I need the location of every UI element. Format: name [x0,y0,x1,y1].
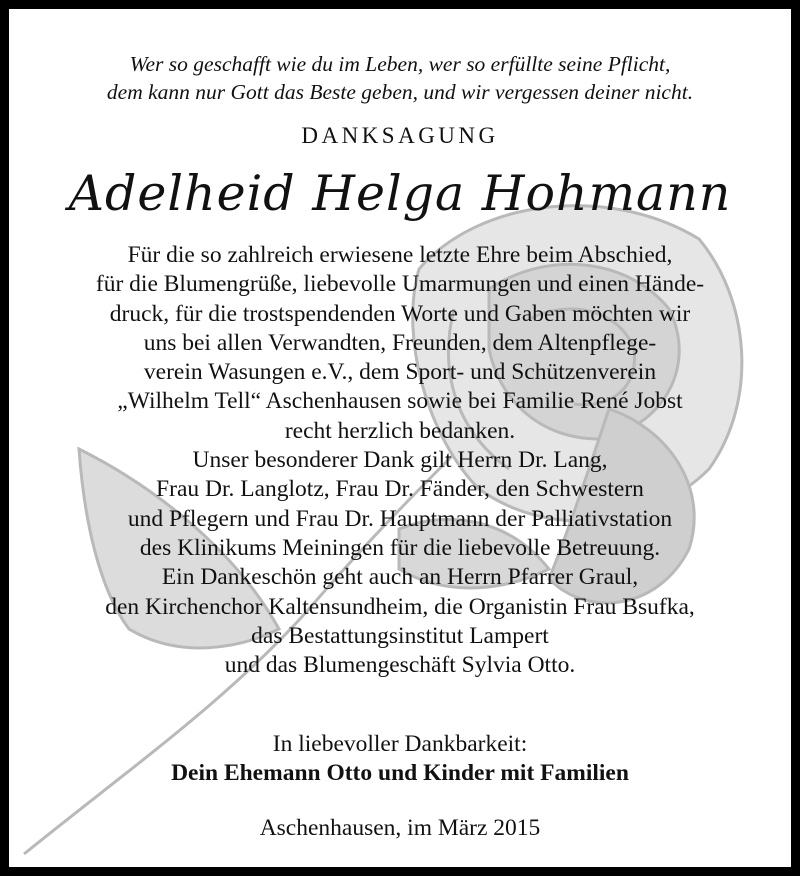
thanks-text [9,241,791,680]
text-line: Für die so zahlreich erwiesene letzte Ehre beim Abschied, [127,242,673,268]
deceased-name: Adelheid Helga Hohmann [68,165,732,222]
text-line: des Klinikums Meiningen für die liebevolle Betreuung. [139,534,661,561]
text-line: Ein Dankeschön geht auch an Herrn Pfarrer Graul, [161,564,639,591]
motto [9,50,791,106]
text-line: verein Wasungen e.V., dem Sport- und Schützenverein [143,359,657,386]
text-line: uns bei allen Verwandten, Freunden, dem Altenpflege- [143,329,657,356]
heading-danksagung: DANKSAGUNG [301,123,499,148]
motto-line: dem kann nur Gott das Beste geben, und wir vergessen deiner nicht. [106,80,694,104]
closing-line: In liebevoller Dankbarkeit: [272,731,528,757]
closing [9,730,791,789]
text-line: Frau Dr. Langlotz, Frau Dr. Fänder, den Schwestern [156,476,644,503]
text-line: recht herzlich bedanken. [284,417,516,444]
text-line: Unser besonderer Dank gilt Herrn Dr. Lang, [192,447,608,474]
text-line: und das Blumengeschäft Sylvia Otto. [224,652,576,679]
place-date: Aschenhausen, im März 2015 [259,815,541,841]
notice-content [9,9,791,867]
motto-line: Wer so geschafft wie du im Leben, wer so erfüllte seine Pflicht, [129,52,671,76]
signatories: Dein Ehemann Otto und Kinder mit Familien [171,760,629,787]
text-line: für die Blumengrüße, liebevolle Umarmungen und einen Hände- [95,271,705,298]
text-line: „Wilhelm Tell“ Aschenhausen sowie bei Familie René Jobst [117,388,683,415]
text-line: das Bestattungsinstitut Lampert [251,622,549,649]
text-line: den Kirchenchor Kaltensundheim, die Organistin Frau Bsufka, [105,593,695,620]
text-line: druck, für die trostspendenden Worte und Gaben möchten wir [109,300,691,327]
text-line: und Pflegern und Frau Dr. Hauptmann der Palliativstation [127,505,673,532]
